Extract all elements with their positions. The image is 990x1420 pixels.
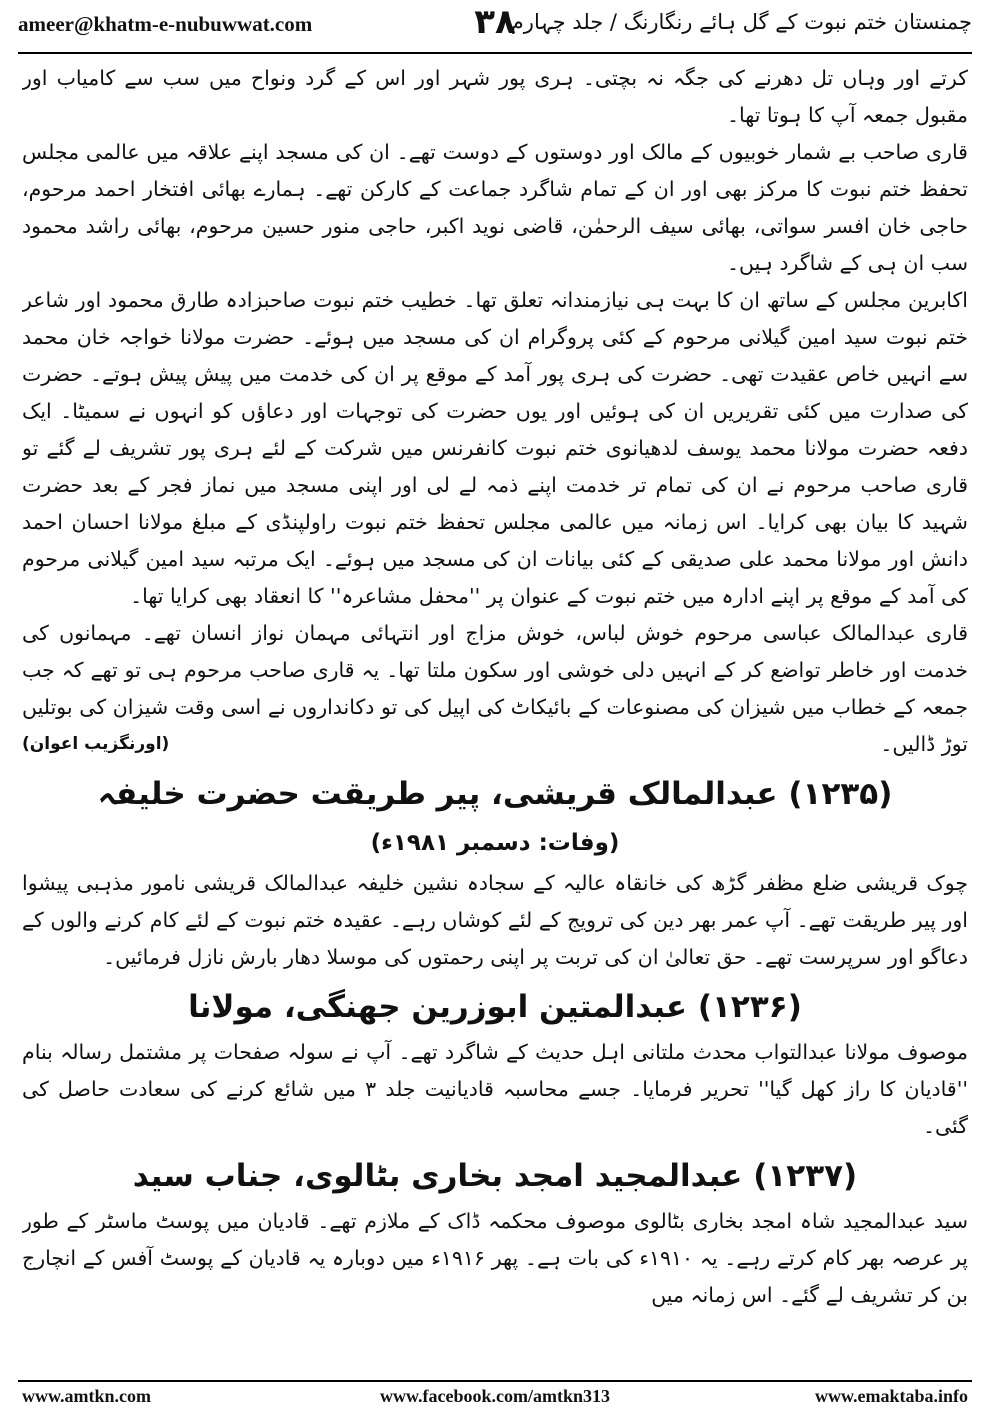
footer-rule [18, 1380, 972, 1382]
entry-heading: (۱۲۳۷) عبدالمجید امجد بخاری بٹالوی، جناب سید [132, 1158, 858, 1194]
page-footer [22, 1386, 968, 1416]
entry-death-date: (وفات: دسمبر ۱۹۸۱ء) [370, 830, 620, 856]
paragraph: قاری صاحب بے شمار خوبیوں کے مالک اور دوستوں کے دوست تھے۔ ان کی مسجد اپنے علاقہ میں عالمی مجلس تحفظ ختم نبوت کا مرکز بھی اور ان کے تمام شاگرد جماعت کے کارکن تھے۔ ہمارے بھائی افتخار احمد مرحوم، حاجی خان افسر سواتی، بھائی سیف الرحمٰن، قاضی نوید اکبر، حاجی منور حسین مرحوم، بھائی راشد محمود سب ان ہی کے شاگرد ہیں۔ [22, 140, 968, 275]
footer-link-emaktaba[interactable]: www.emaktaba.info [814, 1386, 968, 1406]
footer-link-facebook[interactable]: www.facebook.com/amtkn313 [380, 1386, 610, 1406]
paragraph [22, 615, 968, 763]
paragraph-text: قاری عبدالمالک عباسی مرحوم خوش لباس، خوش مزاج اور انتہائی مہمان نواز انسان تھے۔ مہمانوں کی خدمت اور خاطر تواضع کر کے انہیں دلی خوشی اور سکون ملتا تھا۔ یہ قاری صاحب مرحوم ہی تو تھے کہ جب جمعہ کے خطاب میں شیزان کی مصنوعات کے بائیکاٹ کی اپیل کی تو دکانداروں نے اسی وقت شیزان کی بوتلیں توڑ ڈالیں۔ [22, 621, 968, 756]
paragraph: اکابرین مجلس کے ساتھ ان کا بہت ہی نیازمندانہ تعلق تھا۔ خطیب ختم نبوت صاحبزادہ طارق محمود اور شاعر ختم نبوت سید امین گیلانی مرحوم کے کئی پروگرام ان کی مسجد میں ہوئے۔ حضرت مولانا خواجہ خان محمد سے انہیں خاص عقیدت تھی۔ حضرت کی ہری پور آمد کے موقع پر ان کی خدمت میں پیش پیش ہوتے۔ حضرت کی صدارت میں کئی تقریریں ان کی ہوئیں اور یوں حضرت کی توجہات اور دعاؤں کو انہوں نے سمیٹا۔ ایک دفعہ حضرت مولانا محمد یوسف لدھیانوی ختم نبوت کانفرنس میں شرکت کے لئے ہری پور تشریف لے گئے تو قاری صاحب مرحوم نے ان کی تمام تر خدمت اپنے ذمہ لے لی اور اپنی مسجد میں نماز فجر کے بعد حضرت شہید کا بیان بھی کرایا۔ اس زمانہ میں عالمی مجلس تحفظ ختم نبوت راولپنڈی کے مبلغ مولانا احسان احمد دانش اور مولانا محمد علی صدیقی کے کئی بیانات ان کی مسجد میں ہوئے۔ ایک مرتبہ سید امین گیلانی مرحوم کی آمد کے موقع پر اپنے ادارہ میں ختم نبوت کے عنوان پر ''محفل مشاعرہ'' کا انعقاد بھی کرایا تھا۔ [22, 288, 968, 608]
page-content [22, 60, 968, 1374]
paragraph: سید عبدالمجید شاہ امجد بخاری بٹالوی موصوف محکمہ ڈاک کے ملازم تھے۔ قادیان میں پوسٹ ماسٹر کے طور پر عرصہ بھر کام کرتے رہے۔ یہ ۱۹۱۰ء کی بات ہے۔ پھر ۱۹۱۶ء میں دوبارہ یہ قادیان کے پوسٹ آفس کے انچارج بن کر تشریف لے گئے۔ اس زمانہ میں [22, 1209, 968, 1307]
paragraph: چوک قریشی ضلع مظفر گڑھ کی خانقاہ عالیہ کے سجادہ نشین خلیفہ عبدالمالک قریشی نامور مذہبی پیشوا اور پیر طریقت تھے۔ آپ عمر بھر دین کی ترویج کے لئے کوشاں رہے۔ عقیدہ ختم نبوت کے لئے کام کرنے والوں کے دعاگو اور سرپرست تھے۔ حق تعالیٰ ان کی تربت پر اپنی رحمتوں کی موسلا دھار بارش نازل فرمائیں۔ [22, 871, 968, 969]
paragraph: موصوف مولانا عبدالتواب محدث ملتانی اہل حدیث کے شاگرد تھے۔ آپ نے سولہ صفحات پر مشتمل رسالہ بنام ''قادیان کا راز کھل گیا'' تحریر فرمایا۔ جسے محاسبہ قادیانیت جلد ۳ میں شائع کرنے کی سعادت حاصل کی گئی۔ [22, 1040, 968, 1138]
entry-heading: (۱۲۳۵) عبدالمالک قریشی، پیر طریقت حضرت خلیفہ [97, 776, 893, 812]
footer-link-amtkn[interactable]: www.amtkn.com [22, 1386, 151, 1406]
author-signature: (اورنگزیب اعوان) [22, 734, 170, 754]
page-header [18, 0, 972, 50]
paragraph: کرتے اور وہاں تل دھرنے کی جگہ نہ بچتی۔ ہری پور شہر اور اس کے گرد ونواح میں سب سے کامیاب اور مقبول جمعہ آپ کا ہوتا تھا۔ [22, 66, 968, 127]
entry-heading: (۱۲۳۶) عبدالمتین ابوزرین جھنگی، مولانا [188, 989, 802, 1025]
header-rule [18, 52, 972, 54]
page-number: ۳۸ [474, 2, 516, 42]
header-email: ameer@khatm-e-nubuwwat.com [18, 12, 313, 36]
book-title: چمنستان ختم نبوت کے گل ہائے رنگارنگ / جلد چہارم [510, 10, 972, 34]
